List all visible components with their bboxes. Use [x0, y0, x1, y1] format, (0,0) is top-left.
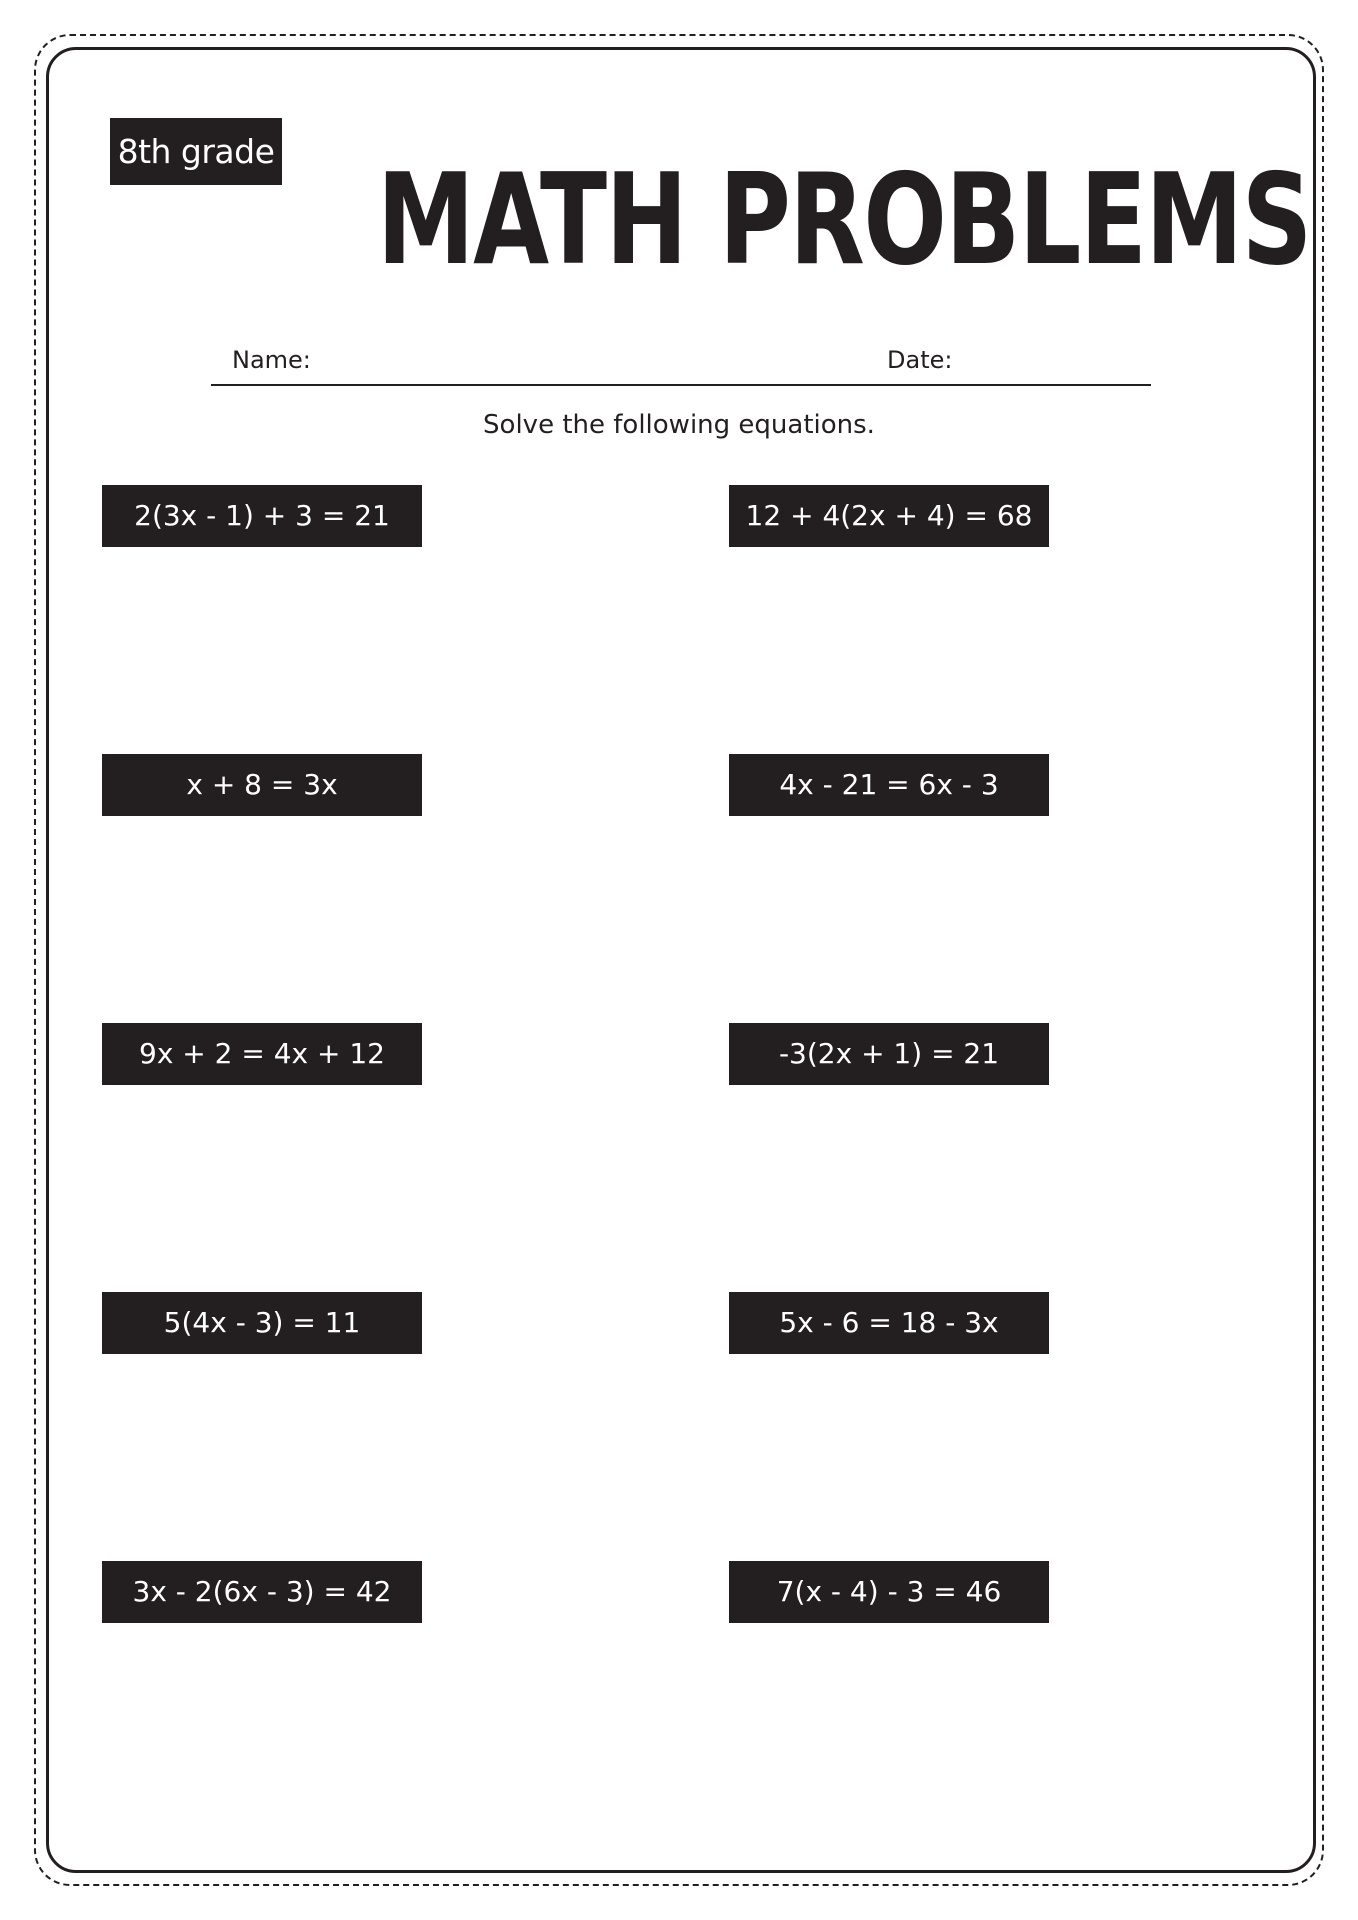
equation-box: 3x - 2(6x - 3) = 42 — [102, 1561, 422, 1623]
equation-box: -3(2x + 1) = 21 — [729, 1023, 1049, 1085]
worksheet-title: MATH PROBLEMS — [376, 146, 1311, 293]
equation-box: 12 + 4(2x + 4) = 68 — [729, 485, 1049, 547]
equation-box: 4x - 21 = 6x - 3 — [729, 754, 1049, 816]
equation-box: 2(3x - 1) + 3 = 21 — [102, 485, 422, 547]
name-label: Name: — [232, 346, 311, 374]
date-label: Date: — [887, 346, 953, 374]
grade-badge: 8th grade — [110, 118, 282, 185]
equation-box: 5(4x - 3) = 11 — [102, 1292, 422, 1354]
equation-box: 5x - 6 = 18 - 3x — [729, 1292, 1049, 1354]
instructions: Solve the following equations. — [483, 410, 875, 440]
name-date-line[interactable] — [211, 340, 1151, 386]
equation-box: 7(x - 4) - 3 = 46 — [729, 1561, 1049, 1623]
equation-box: 9x + 2 = 4x + 12 — [102, 1023, 422, 1085]
equation-box: x + 8 = 3x — [102, 754, 422, 816]
